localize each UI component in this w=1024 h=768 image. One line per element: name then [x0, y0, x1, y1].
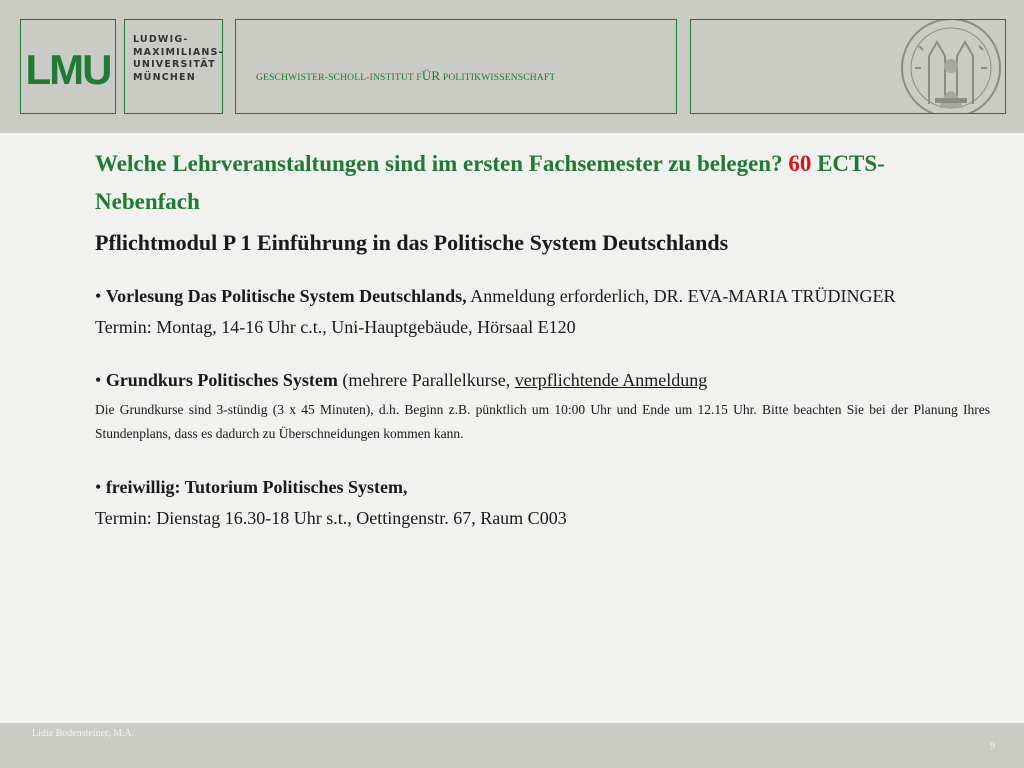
page-number: 9	[990, 741, 995, 752]
university-name-line: UNIVERSITÄT	[133, 59, 216, 70]
bullet-icon: •	[95, 286, 102, 306]
course-termin: Termin: Montag, 14-16 Uhr c.t., Uni-Hauptgebäude, Hörsaal E120	[95, 317, 576, 337]
registration-link[interactable]: verpflichtende Anmeldung	[514, 370, 708, 390]
institute-name	[256, 68, 555, 84]
slide-header	[0, 0, 1024, 133]
course-details: Anmeldung erforderlich, DR. EVA-MARIA TRÜDINGER	[470, 286, 896, 306]
lmu-logo-box	[20, 19, 116, 114]
university-name-line: MÜNCHEN	[133, 71, 196, 83]
institute-box	[235, 19, 677, 114]
title-ects-label: ECTS-	[817, 151, 885, 176]
university-seal-icon	[899, 19, 1003, 114]
list-item	[95, 472, 990, 503]
course-name: Vorlesung Das Politische System Deutschlands,	[105, 286, 467, 306]
course-name: freiwillig: Tutorium Politisches System,	[105, 477, 408, 497]
list-item	[95, 281, 990, 312]
course-termin: Termin: Dienstag 16.30-18 Uhr s.t., Oettingenstr. 67, Raum C003	[95, 508, 567, 528]
course-name: Grundkurs Politisches System	[105, 370, 338, 390]
university-name-line: MAXIMILIANS-	[133, 46, 224, 58]
bullet-icon: •	[95, 477, 102, 497]
slide-footer	[0, 723, 1024, 768]
list-item	[95, 365, 990, 396]
module-title: Pflichtmodul P 1 Einführung in das Politische System Deutschlands	[95, 230, 729, 255]
seal-box	[690, 19, 1006, 114]
title-line2: Nebenfach	[95, 189, 200, 214]
bullet-icon: •	[95, 370, 102, 390]
course-note: Die Grundkurse sind 3-stündig (3 x 45 Minuten), d.h. Beginn z.B. pünktlich um 10:00 Uhr und Ende um 12.15 Uhr. Bitte beachten Sie bei der Planung Ihres Stundenplans, dass es dadurch zu Überschneidungen kommen kann.	[95, 402, 990, 441]
institute-name-part: POLITIKWISSENSCHAFT	[440, 73, 556, 83]
title-text: Welche Lehrveranstaltungen sind im ersten Fachsemester zu belegen?	[95, 151, 783, 176]
university-name-line: LUDWIG-	[133, 34, 189, 45]
ects-number: 60	[788, 151, 812, 176]
author-name: Lidia Bodensteiner, M.A.	[32, 728, 135, 739]
university-name-box	[124, 19, 223, 114]
slide-title	[95, 145, 990, 221]
slide-content	[95, 145, 990, 534]
course-details: (mehrere Parallelkurse,	[342, 370, 511, 390]
lmu-logo: LMU	[25, 45, 111, 93]
institute-name-part: GESCHWISTER-SCHOLL-INSTITUT F	[256, 73, 422, 83]
institute-name-part: ÜR	[421, 68, 441, 83]
